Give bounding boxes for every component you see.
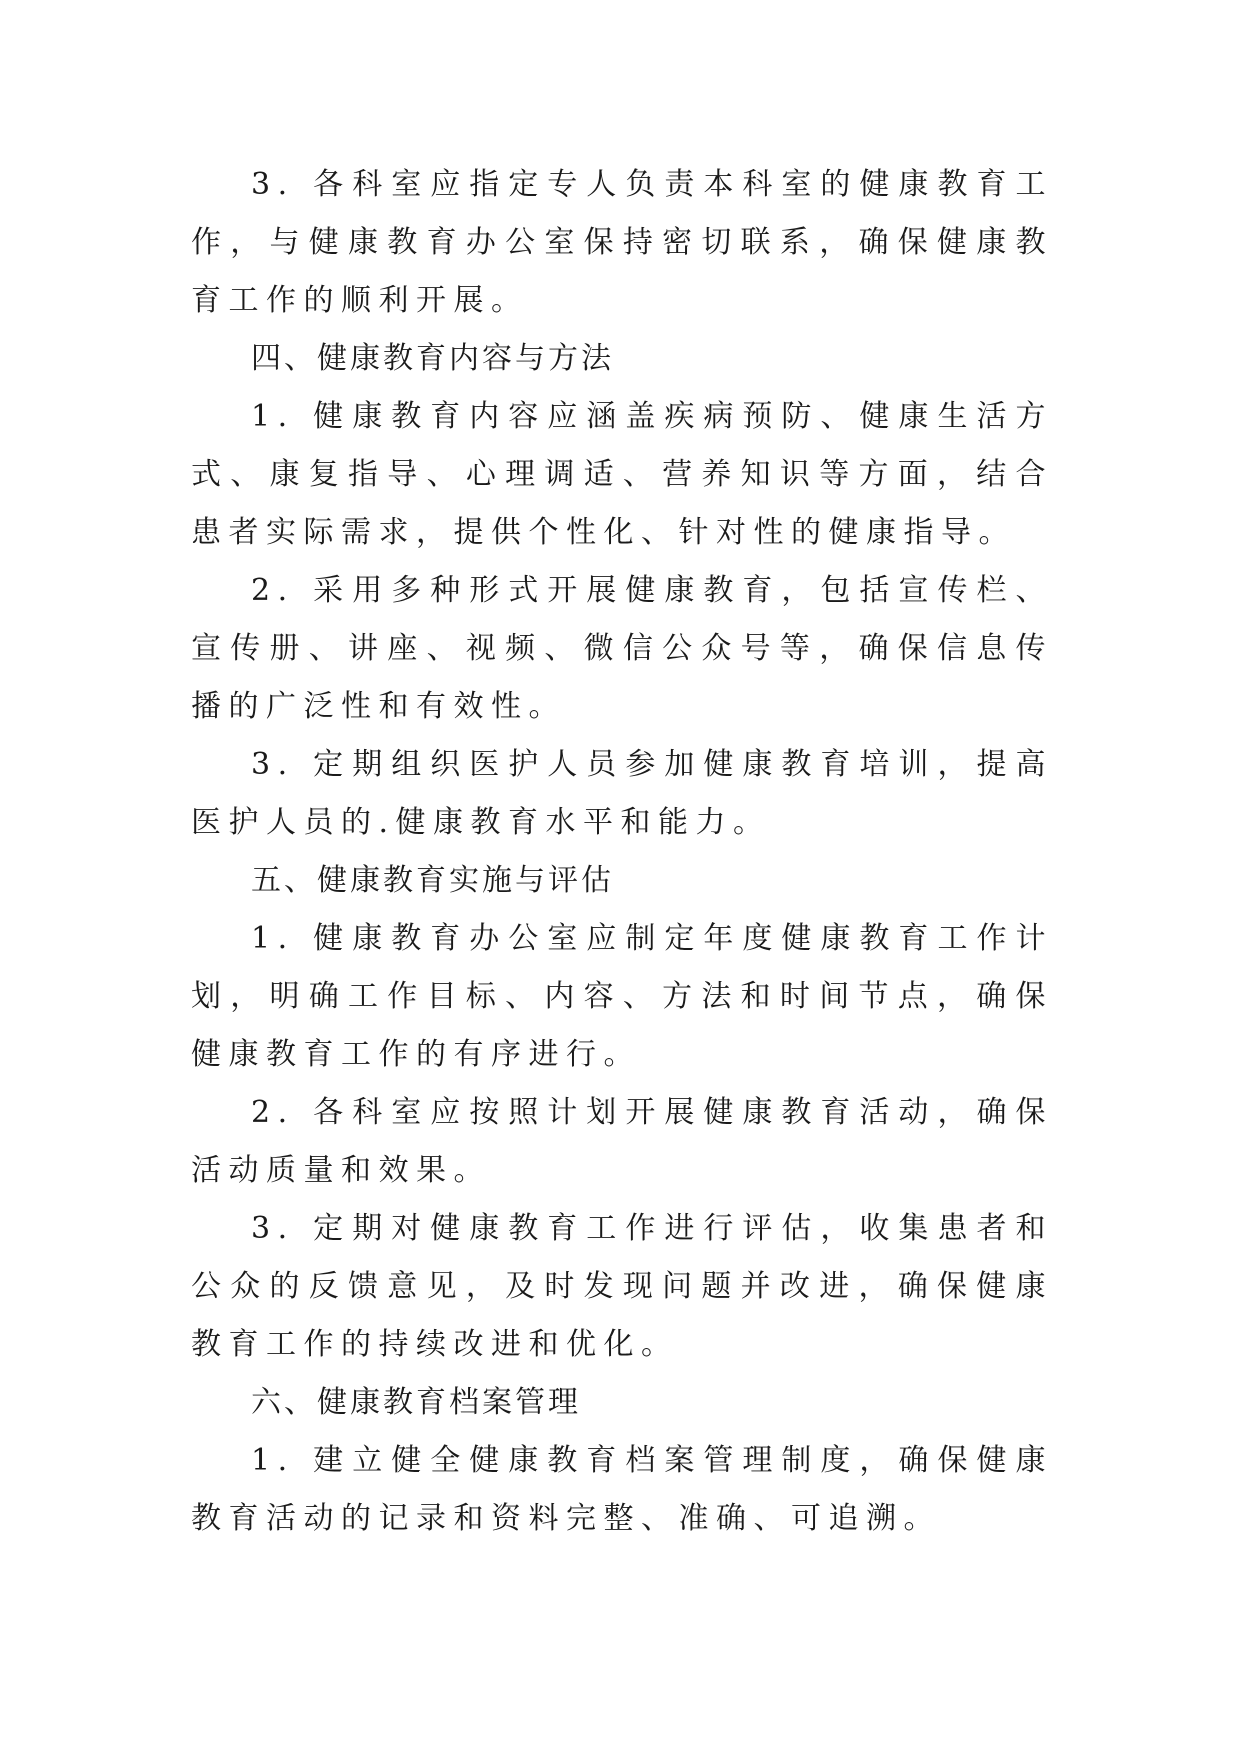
paragraph-item: 2. 采用多种形式开展健康教育，包括宣传栏、宣传册、讲座、视频、微信公众号等，确保信息传播的广泛性和有效性。	[191, 573, 1053, 724]
paragraph-item: 3. 各科室应指定专人负责本科室的健康教育工作，与健康教育办公室保持密切联系，确保健康教育工作的顺利开展。	[191, 167, 1053, 318]
paragraph-item: 1. 健康教育办公室应制定年度健康教育工作计划，明确工作目标、内容、方法和时间节点，确保健康教育工作的有序进行。	[191, 921, 1053, 1072]
paragraph-item: 3. 定期组织医护人员参加健康教育培训，提高医护人员的.健康教育水平和能力。	[191, 747, 1053, 840]
section-heading: 四、健康教育内容与方法	[251, 341, 614, 376]
section-heading: 五、健康教育实施与评估	[251, 863, 614, 898]
paragraph-item: 1. 建立健全健康教育档案管理制度，确保健康教育活动的记录和资料完整、准确、可追溯。	[191, 1443, 1053, 1536]
paragraph-item: 2. 各科室应按照计划开展健康教育活动，确保活动质量和效果。	[191, 1095, 1053, 1188]
document-body	[191, 156, 1053, 1548]
paragraph-item: 1. 健康教育内容应涵盖疾病预防、健康生活方式、康复指导、心理调适、营养知识等方面，结合患者实际需求，提供个性化、针对性的健康指导。	[191, 399, 1053, 550]
section-heading: 六、健康教育档案管理	[251, 1385, 581, 1420]
paragraph-item: 3. 定期对健康教育工作进行评估，收集患者和公众的反馈意见，及时发现问题并改进，确保健康教育工作的持续改进和优化。	[191, 1211, 1053, 1362]
